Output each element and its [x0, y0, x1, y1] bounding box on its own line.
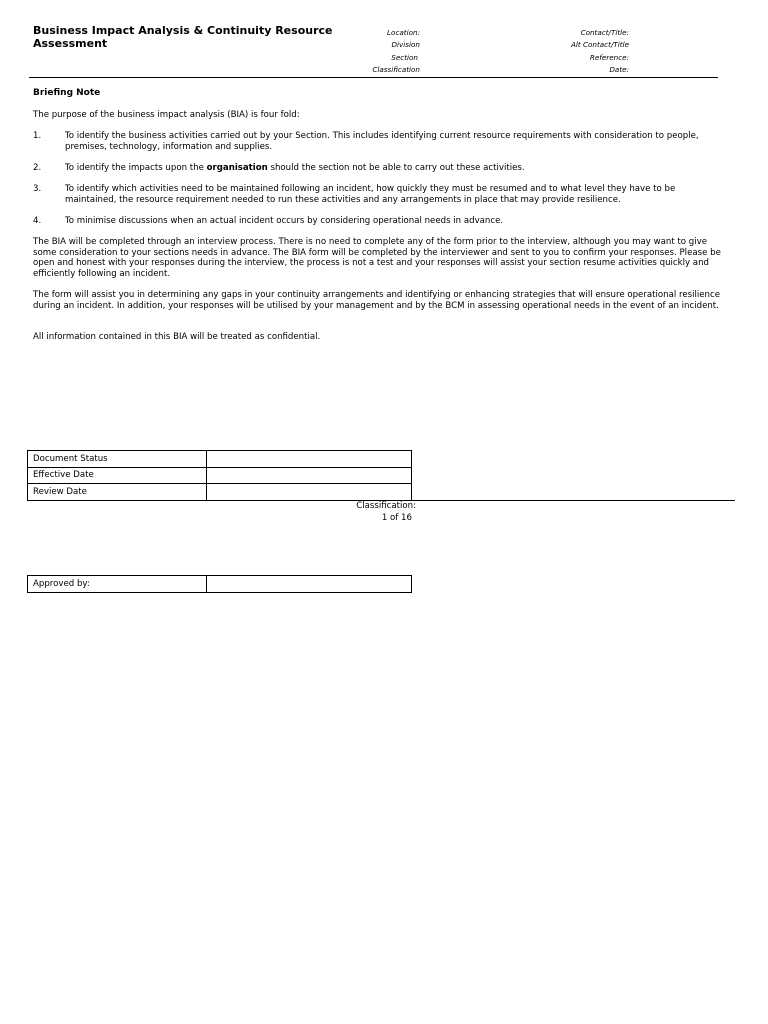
approval-table: [27, 575, 412, 593]
document-status-table: [27, 450, 412, 501]
table-row: [28, 576, 412, 593]
list-item-number: 2.: [33, 163, 42, 173]
document-title: Business Impact Analysis & Continuity Resource Assessment: [33, 24, 333, 50]
approved-by-value[interactable]: [207, 576, 412, 593]
date-label: Date:: [609, 65, 629, 74]
table-row: [28, 484, 412, 501]
contact-title-label: Contact/Title:: [580, 28, 629, 37]
approved-by-label: Approved by:: [28, 576, 207, 593]
list-item-text: To minimise discussions when an actual incident occurs by considering operational needs in advance.: [65, 216, 504, 226]
reference-label: Reference:: [589, 53, 629, 62]
section-label: Section: [391, 53, 418, 62]
header-divider: [29, 77, 718, 78]
effective-date-label: Effective Date: [28, 467, 207, 484]
list-item-number: 1.: [33, 131, 42, 141]
paragraph-gaps: The form will assist you in determining any gaps in your continuity arrangements and identifying or enhancing strategies that will ensure operational resilience during an incident. In addition, your responses will be utilised by your management and by the BCM in assessing operational needs in the event of an incident.: [33, 290, 721, 311]
list-item-text-after: should the section not be able to carry out these activities.: [267, 163, 525, 173]
review-date-value[interactable]: [207, 484, 412, 501]
list-item-text-before: To identify the impacts upon the: [65, 163, 207, 173]
footer-classification: Classification:: [356, 501, 416, 511]
list-item-text: To identify the business activities carried out by your Section. This includes identifying current resource requirements with consideration to people, premises, technology, information and supplies.: [65, 131, 699, 152]
list-item-text: To identify which activities need to be maintained following an incident, how quickly they must be resumed and to what level they have to be maintained, the resource requirement needed to run these activities and any arrangements in place that may provide resilience.: [65, 184, 676, 205]
document-status-value[interactable]: [207, 451, 412, 468]
list-item-number: 4.: [33, 216, 42, 226]
table-row: [28, 451, 412, 468]
location-label: Location:: [387, 28, 420, 37]
alt-contact-title-label: Alt Contact/Title: [570, 40, 629, 49]
paragraph-interview: The BIA will be completed through an interview process. There is no need to complete any of the form prior to the interview, although you may want to give some consideration to your sections needs in advance. The BIA form will be completed by the interviewer and sent to you to confirm your responses. Please be open and honest with your responses during the interview, the process is not a test and your responses will assist your section resume activities quickly and efficiently following an incident.: [33, 237, 721, 279]
page-number: 1 of 16: [381, 513, 412, 523]
effective-date-value[interactable]: [207, 467, 412, 484]
briefing-heading: Briefing Note: [33, 88, 101, 98]
list-item-text: [65, 163, 725, 174]
list-item-number: 3.: [33, 184, 42, 194]
table-row: [28, 467, 412, 484]
classification-label: Classification: [372, 65, 420, 74]
review-date-label: Review Date: [28, 484, 207, 501]
document-status-label: Document Status: [28, 451, 207, 468]
paragraph-confidential: All information contained in this BIA will be treated as confidential.: [33, 332, 321, 342]
organisation-emphasis: organisation: [206, 163, 268, 173]
briefing-intro: The purpose of the business impact analysis (BIA) is four fold:: [33, 110, 300, 120]
division-label: Division: [391, 40, 420, 49]
